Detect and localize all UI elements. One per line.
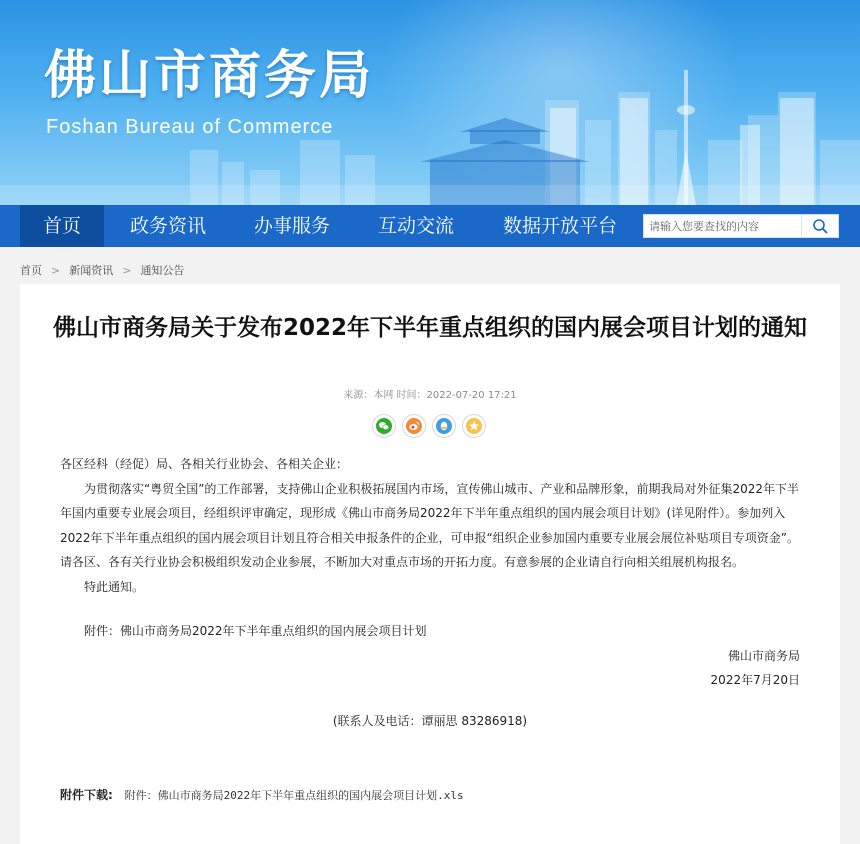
site-subtitle: Foshan Bureau of Commerce: [46, 116, 334, 138]
article-attachment-note: 附件：佛山市商务局2022年下半年重点组织的国内展会项目计划: [84, 624, 427, 638]
signature-org: 佛山市商务局: [727, 648, 800, 663]
article-meta: 来源：本网 时间：2022-07-20 17:21: [343, 390, 517, 401]
breadcrumb: [20, 262, 184, 278]
article-greeting: 各区经科（经促）局、各相关行业协会、各相关企业：: [60, 457, 349, 471]
breadcrumb-home[interactable]: 首页: [20, 264, 42, 277]
nav-item-open-data[interactable]: 数据开放平台: [502, 215, 617, 237]
share-qq-button[interactable]: [432, 414, 456, 438]
chevron-right-icon: >: [122, 263, 132, 277]
search-box: [643, 214, 839, 238]
chevron-right-icon: >: [51, 263, 61, 277]
spacer: [60, 693, 800, 709]
breadcrumb-notices[interactable]: 通知公告: [140, 264, 185, 277]
article-closing: 特此通知。: [84, 579, 145, 594]
main-nav: [0, 205, 860, 247]
search-button[interactable]: [801, 215, 838, 237]
download-file-link[interactable]: 附件：佛山市商务局2022年下半年重点组织的国内展会项目计划.xls: [124, 789, 464, 802]
spacer: [60, 599, 800, 619]
nav-item-services[interactable]: 办事服务: [253, 215, 330, 237]
nav-item-interaction[interactable]: 互动交流: [377, 215, 454, 237]
signature-date: 2022年7月20日: [710, 673, 800, 687]
wechat-icon: [376, 418, 392, 434]
article-card: [20, 284, 840, 844]
search-input[interactable]: [644, 215, 804, 237]
article-paragraph: 为贯彻落实“粤贸全国”的工作部署，支持佛山企业积极拓展国内市场，宣传佛山城市、产业和品牌形象，前期我局对外征集2022年下半年国内重要专业展会项目，经组织评审确定，现形成《佛山市商务局2022年下半年重点组织的国内展会项目计划》(详见附件）。参加列入2022年下半年重点组织的国内展会项目计划且符合相关申报条件的企业，可申报“组织企业参加国内重要专业展会展位补贴项目专项资金”。请各区、各有关行业协会积极组织发动企业参展，不断加大对重点市场的开拓力度。有意参展的企业请自行向相关组展机构报名。: [60, 481, 799, 569]
share-favorite-button[interactable]: [462, 414, 486, 438]
header-banner: [0, 0, 860, 205]
share-weibo-button[interactable]: [402, 414, 426, 438]
favorite-icon: [466, 418, 482, 434]
contact-info: (联系人及电话：谭丽思 83286918): [332, 713, 528, 728]
share-buttons: [372, 414, 486, 440]
share-wechat-button[interactable]: [372, 414, 396, 438]
nav-item-government-news[interactable]: 政务资讯: [129, 215, 206, 237]
attachment-download: [60, 786, 464, 803]
qq-icon: [436, 418, 452, 434]
search-icon: [812, 218, 828, 234]
site-title: 佛山市商务局: [44, 46, 375, 106]
article-title: 佛山市商务局关于发布2022年下半年重点组织的国内展会项目计划的通知: [52, 315, 807, 341]
article-body: [60, 452, 800, 733]
nav-item-home[interactable]: 首页: [20, 205, 104, 247]
weibo-icon: [406, 418, 422, 434]
download-label: 附件下载:: [60, 788, 113, 802]
breadcrumb-news[interactable]: 新闻资讯: [69, 264, 114, 277]
